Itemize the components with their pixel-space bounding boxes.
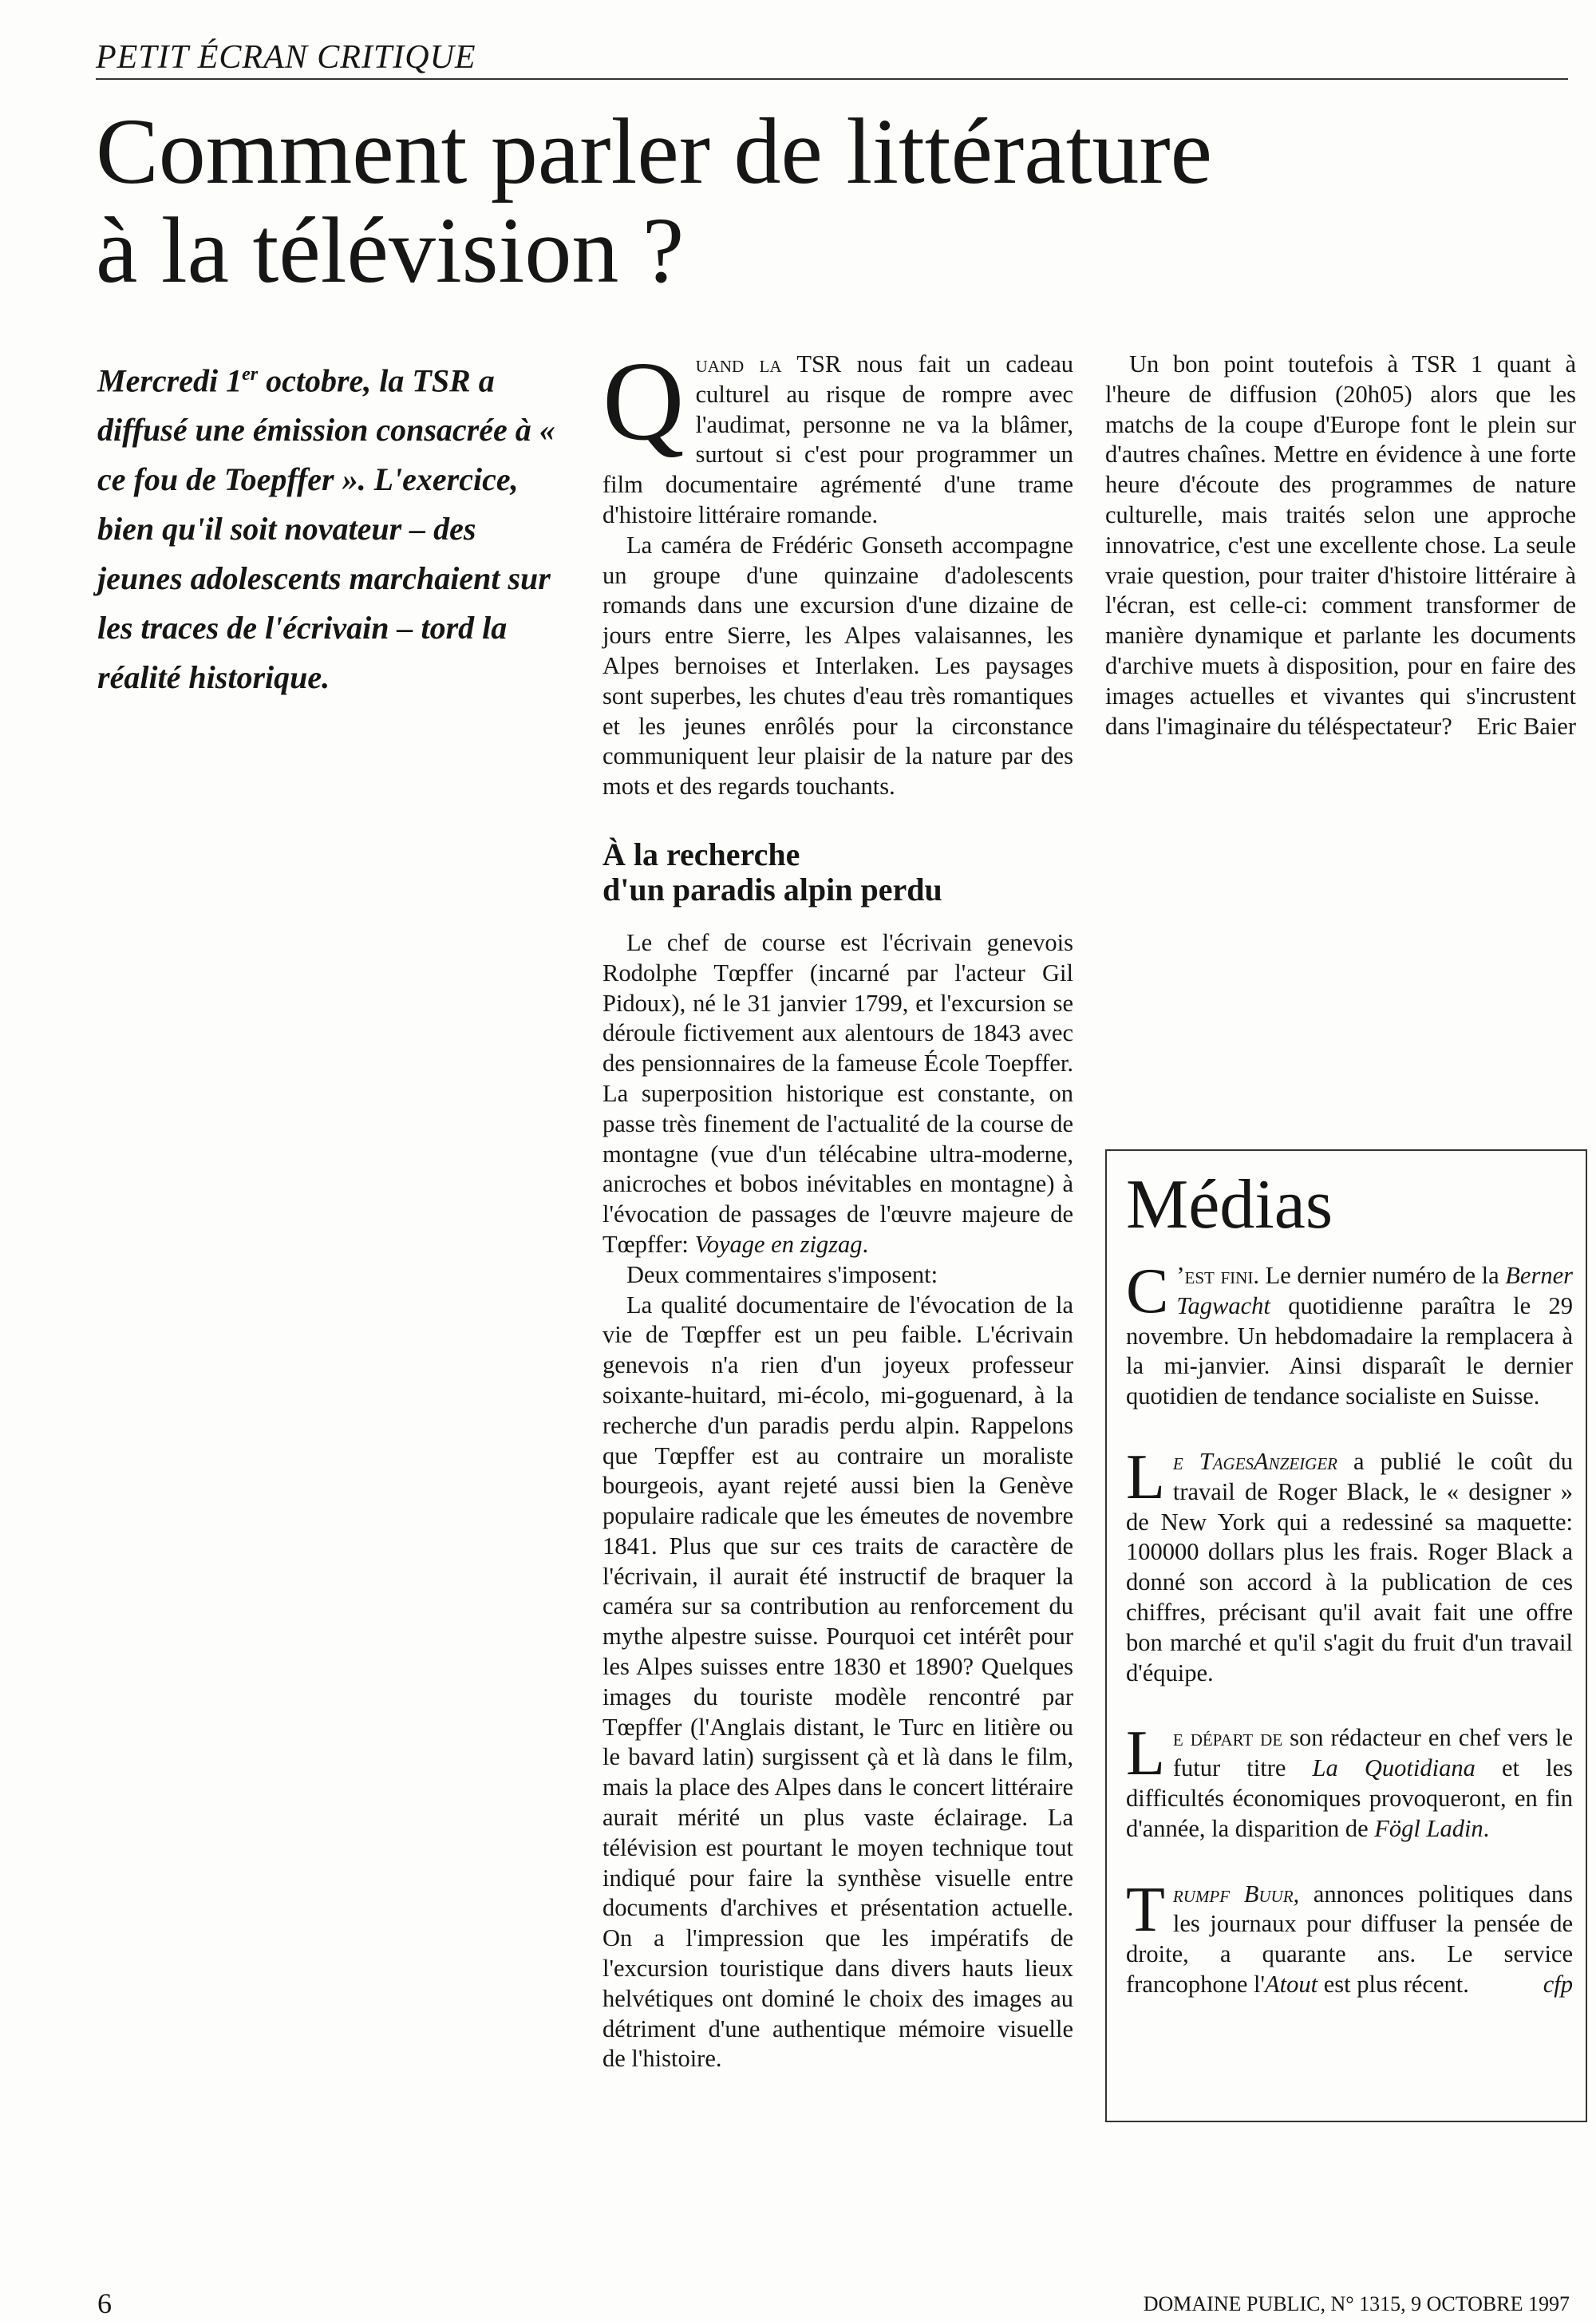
medias-title: Médias [1126,1166,1333,1244]
medias-item-1 [1126,1256,1573,1412]
article-headline [96,99,1532,302]
newspaper-name: Berner Tagwacht [1176,1262,1573,1319]
lead-in: e TagesAnzeiger [1172,1447,1337,1475]
item-text: et les difficultés économiques provoqueront, en fin d'année, la disparition de [1126,1754,1573,1842]
paragraph-1-text: TSR nous fait un cadeau culturel au risque de rompre avec l'audimat, personne ne va la blâmer, surtout si c'est pour programmer un film documentaire agrémenté d'une trame d'histoire littéraire romande. [602,350,1074,528]
medias-box [1105,1149,1587,2122]
paragraph-4: Deux commentaires s'imposent: [626,1260,938,1288]
medias-item-3 [1126,1718,1573,1844]
section-rubric: PETIT ÉCRAN CRITIQUE [96,38,1568,80]
newspaper-name: La Quotidiana [1312,1754,1476,1782]
subheading-line-1: À la recherche [602,836,800,872]
headline-line-1: Comment parler de littérature [96,99,1213,204]
paragraph-3-end: . [862,1230,869,1258]
paragraph-6 [1105,350,1576,741]
article-lede [97,350,568,702]
item-text: son rédacteur en chef vers le futur titre [1172,1724,1573,1782]
paragraph-3 [602,928,1073,1260]
author-signature: Eric Baier [1476,712,1576,740]
item-text: Le dernier numéro de la [1258,1262,1506,1289]
headline-line-2: à la télévision ? [96,198,685,302]
paragraph-3-text: Le chef de course est l'écrivain genevois Rodolphe Tœpffer (incarné par l'acteur Gil Pidoux), né le 31 janvier 1799, et l'excursion se déroule fictivement aux alentours de 1843 avec des pensionnaires de la fameuse École Toepffer. La superposition historique est constante, on passe très finement de l'actualité de la course de montagne (vue d'un télécabine ultra-moderne, anicroches et bobos inévitables en montagne) à l'évocation de passages de l'œuvre majeure de Tœpffer: [602,928,1073,1258]
medias-signature: cfp [1543,1970,1573,1998]
page-number: 6 [97,2287,112,2319]
lede-post: octobre, la TSR a diffusé une émission consacrée à « ce fou de Toepffer ». L'exercice, bien qu'il soit novateur – des jeunes adolescents marchaient sur les traces de l'écrivain – tord la réalité historique. [97,362,555,696]
newspaper-name: Atout [1265,1970,1318,1998]
paragraph-5: La qualité documentaire de l'évocation de la vie de Tœpffer est un peu faible. L'écrivain genevois n'a rien d'un joyeux professeur soixante-huitard, mi-écolo, mi-goguenard, à la recherche d'un paradis perdu alpin. Rappelons que Tœpffer est au contraire un moraliste bourgeois, ayant rejeté aussi bien la Genève populaire radicale que les émeutes de novembre 1841. Plus que sur ces traits de caractère de l'écrivain, il aurait été instructif de braquer la caméra sur sa contribution au renforcement du mythe alpestre suisse. Pourquoi cet intérêt pour les Alpes suisses entre 1830 et 1890? Quelques images du touriste modèle rencontré par Tœpffer (l'Anglais distant, le Turc en litière ou le bavard latin) surgissent çà et là dans le film, mais la place des Alpes dans le concert littéraire aurait mérité un plus vaste éclairage. La télévision est pourtant le moyen technique tout indiqué pour faire la synthèse visuelle entre documents d'archives et présentation actuelle. On a l'impression que les impératifs de l'excursion touristique dans divers hauts lieux helvétiques ont dominé le choix des images au détriment d'une authentique mémoire visuelle de l'histoire. [602,1291,1073,2073]
item-text: quotidienne paraîtra le 29 novembre. Un hebdomadaire la remplacera à la mi-janvier. Ainsi disparaît le dernier quotidien de tendance socialiste en Suisse. [1126,1291,1573,1410]
item-text: a publié le coût du travail de Roger Black, le « designer » de New York qui a redessiné sa maquette: 100000 dollars plus les frais. Roger Black a donné son accord à la publication de ces chiffres, précisant qu'il avait fait une offre bon marché et qu'il s'agit du fruit d'un travail d'équipe. [1126,1447,1574,1686]
lede-pre: Mercredi 1 [97,362,243,399]
item-text: annonces politiques dans les journaux pour diffuser la pensée de droite, a quarante ans. Le service francophone l' [1126,1880,1573,1998]
medias-item-2 [1126,1441,1574,1688]
newspaper-name: Fögl Ladin [1374,1814,1483,1842]
medias-item-4 [1126,1874,1573,2000]
paragraph-1 [602,338,1074,531]
dropcap: C [1126,1256,1169,1327]
lead-in: e départ de [1172,1724,1283,1752]
lead-in: uand la [695,350,782,378]
dropcap: Q [602,338,685,464]
lead-in: ’est fini. [1176,1262,1259,1289]
dropcap: L [1126,1718,1165,1789]
subheading-line-2: d'un paradis alpin perdu [602,871,942,907]
lede-sup: er [242,364,259,385]
dropcap: L [1126,1441,1165,1512]
item-text: est plus récent. [1317,1970,1469,1998]
lead-in: rumpf Buur, [1172,1880,1300,1908]
publication-footer: DOMAINE PUBLIC, N° 1315, 9 OCTOBRE 1997 [1143,2292,1570,2315]
dropcap: T [1126,1874,1165,1945]
subheading [602,837,1073,907]
book-title: Voyage en zigzag [694,1230,863,1258]
item-text: . [1483,1814,1490,1842]
paragraph-6-text: Un bon point toutefois à TSR 1 quant à l'heure de diffusion (20h05) alors que les matchs de la coupe d'Europe font le plein sur d'autres chaînes. Mettre en évidence à une forte heure d'écoute des programmes de nature culturelle, mais traités selon une approche innovatrice, c'est une excellente chose. La seule vraie question, pour traiter d'histoire littéraire à l'écran, est celle-ci: comment transformer de manière dynamique et parlante les documents d'archive muets à disposition, pour en faire des images actuelles et vivantes qui s'incrustent dans l'imaginaire du téléspectateur? [1105,350,1576,740]
article-column-3 [1105,350,1576,741]
article-column-2 [602,338,1074,2074]
paragraph-2: La caméra de Frédéric Gonseth accompagne un groupe d'une quinzaine d'adolescents romands dans une excursion d'une dizaine de jours entre Sierre, les Alpes valaisannes, les Alpes bernoises et Interlaken. Les paysages sont superbes, les chutes d'eau très romantiques et les jeunes enrôlés pour la circonstance communiquent leur plaisir de la nature par des mots et des regards touchants. [602,531,1073,801]
